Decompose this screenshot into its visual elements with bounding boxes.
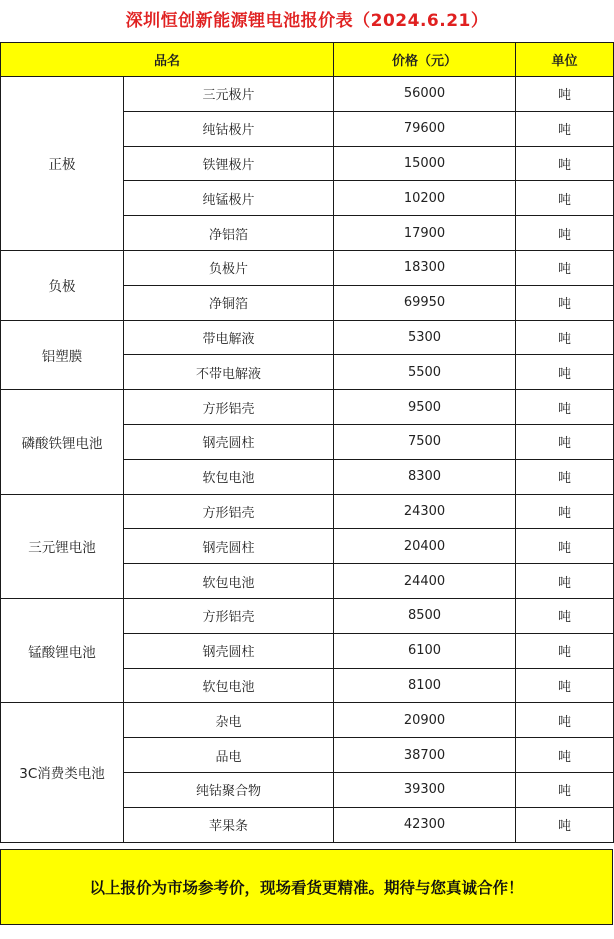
category-cell: 负极 [1, 250, 124, 320]
price-cell: 42300 [334, 807, 516, 842]
price-cell: 24400 [334, 564, 516, 599]
price-cell: 7500 [334, 424, 516, 459]
item-name-cell: 钢壳圆柱 [124, 424, 334, 459]
table-row [1, 250, 614, 285]
price-cell: 56000 [334, 77, 516, 112]
item-name-cell: 钢壳圆柱 [124, 529, 334, 564]
price-cell: 5500 [334, 355, 516, 390]
item-name-cell: 软包电池 [124, 459, 334, 494]
price-cell: 20900 [334, 703, 516, 738]
category-cell: 锰酸锂电池 [1, 598, 124, 702]
price-cell: 9500 [334, 390, 516, 425]
unit-cell: 吨 [516, 285, 614, 320]
price-cell: 8500 [334, 598, 516, 633]
unit-cell: 吨 [516, 703, 614, 738]
price-cell: 5300 [334, 320, 516, 355]
unit-cell: 吨 [516, 598, 614, 633]
price-cell: 18300 [334, 250, 516, 285]
item-name-cell: 苹果条 [124, 807, 334, 842]
unit-cell: 吨 [516, 250, 614, 285]
item-name-cell: 净铜箔 [124, 285, 334, 320]
unit-cell: 吨 [516, 668, 614, 703]
footer-text: 以上报价为市场参考价，现场看货更精准。期待与您真诚合作！ [89, 879, 524, 897]
table-row [1, 390, 614, 425]
unit-cell: 吨 [516, 111, 614, 146]
unit-cell: 吨 [516, 77, 614, 112]
unit-cell: 吨 [516, 772, 614, 807]
item-name-cell: 方形铝壳 [124, 598, 334, 633]
unit-cell: 吨 [516, 633, 614, 668]
header-price: 价格（元） [334, 43, 516, 77]
table-row [1, 320, 614, 355]
unit-cell: 吨 [516, 738, 614, 773]
category-cell: 磷酸铁锂电池 [1, 390, 124, 494]
item-name-cell: 纯锰极片 [124, 181, 334, 216]
table-body [1, 77, 614, 843]
item-name-cell: 净铝箔 [124, 216, 334, 251]
category-cell: 三元锂电池 [1, 494, 124, 598]
price-cell: 8300 [334, 459, 516, 494]
price-cell: 69950 [334, 285, 516, 320]
unit-cell: 吨 [516, 529, 614, 564]
price-cell: 39300 [334, 772, 516, 807]
price-cell: 24300 [334, 494, 516, 529]
price-cell: 17900 [334, 216, 516, 251]
unit-cell: 吨 [516, 459, 614, 494]
item-name-cell: 软包电池 [124, 564, 334, 599]
table-header [1, 43, 614, 77]
table-row [1, 598, 614, 633]
item-name-cell: 纯钴聚合物 [124, 772, 334, 807]
page-title: 深圳恒创新能源锂电池报价表（2024.6.21） [125, 11, 489, 31]
unit-cell: 吨 [516, 390, 614, 425]
unit-cell: 吨 [516, 807, 614, 842]
price-cell: 10200 [334, 181, 516, 216]
item-name-cell: 负极片 [124, 250, 334, 285]
item-name-cell: 品电 [124, 738, 334, 773]
item-name-cell: 方形铝壳 [124, 390, 334, 425]
item-name-cell: 软包电池 [124, 668, 334, 703]
item-name-cell: 杂电 [124, 703, 334, 738]
item-name-cell: 钢壳圆柱 [124, 633, 334, 668]
table-row [1, 494, 614, 529]
price-cell: 20400 [334, 529, 516, 564]
price-cell: 38700 [334, 738, 516, 773]
item-name-cell: 带电解液 [124, 320, 334, 355]
item-name-cell: 不带电解液 [124, 355, 334, 390]
unit-cell: 吨 [516, 216, 614, 251]
unit-cell: 吨 [516, 494, 614, 529]
table-row [1, 703, 614, 738]
bottom-margin [0, 925, 614, 939]
unit-cell: 吨 [516, 355, 614, 390]
header-name: 品名 [1, 43, 334, 77]
footer-banner [0, 849, 613, 925]
unit-cell: 吨 [516, 564, 614, 599]
unit-cell: 吨 [516, 320, 614, 355]
header-row [1, 43, 614, 77]
unit-cell: 吨 [516, 181, 614, 216]
header-unit: 单位 [516, 43, 614, 77]
category-cell: 正极 [1, 77, 124, 251]
item-name-cell: 方形铝壳 [124, 494, 334, 529]
table-row [1, 77, 614, 112]
unit-cell: 吨 [516, 424, 614, 459]
item-name-cell: 纯钴极片 [124, 111, 334, 146]
item-name-cell: 铁锂极片 [124, 146, 334, 181]
price-cell: 79600 [334, 111, 516, 146]
price-cell: 15000 [334, 146, 516, 181]
category-cell: 铝塑膜 [1, 320, 124, 390]
price-cell: 8100 [334, 668, 516, 703]
unit-cell: 吨 [516, 146, 614, 181]
item-name-cell: 三元极片 [124, 77, 334, 112]
category-cell: 3C消费类电池 [1, 703, 124, 842]
price-cell: 6100 [334, 633, 516, 668]
price-table [0, 42, 614, 843]
